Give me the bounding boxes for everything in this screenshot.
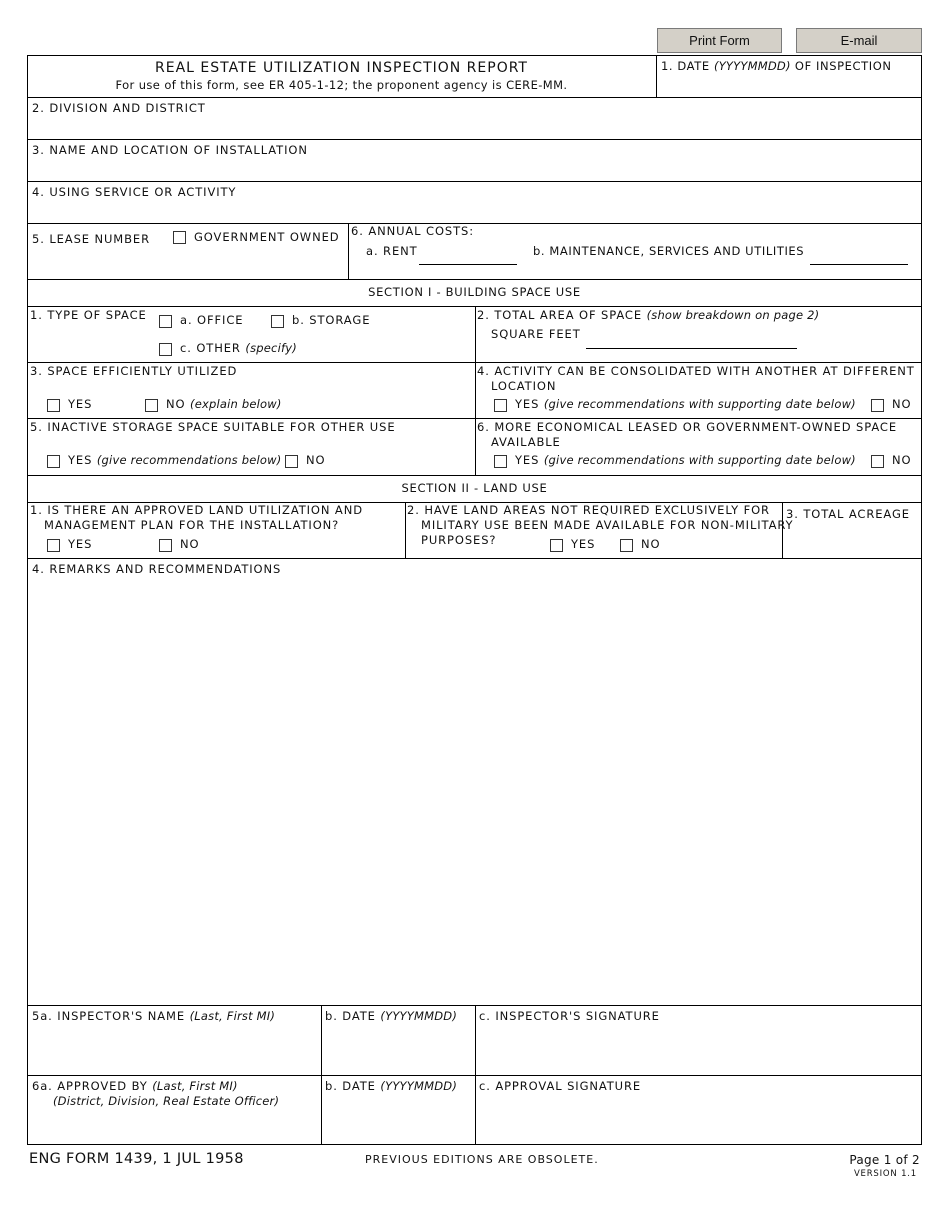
land-areas-no-checkbox[interactable] (620, 539, 633, 552)
land-areas-label-2: MILITARY USE BEEN MADE AVAILABLE FOR NON-MILITARY (421, 518, 794, 532)
section-1-heading: SECTION I - BUILDING SPACE USE (368, 285, 581, 299)
economical-yes-checkbox[interactable] (494, 455, 507, 468)
division-district-field[interactable] (28, 116, 921, 138)
land-plan-label-2: MANAGEMENT PLAN FOR THE INSTALLATION? (44, 518, 340, 532)
lease-number-label: 5. LEASE NUMBER (32, 232, 150, 246)
total-acreage-field[interactable] (783, 524, 921, 557)
land-areas-yes-label: YES (571, 537, 596, 551)
approved-by-note: (District, Division, Real Estate Officer) (53, 1094, 280, 1108)
using-service-label: 4. USING SERVICE OR ACTIVITY (32, 185, 237, 199)
print-form-button[interactable]: Print Form (657, 28, 782, 53)
land-plan-yes-label: YES (68, 537, 93, 551)
square-feet-field[interactable] (586, 348, 797, 349)
other-label: c. OTHER (specify) (180, 341, 297, 355)
lease-number-field[interactable] (28, 250, 346, 277)
economical-space-label: 6. MORE ECONOMICAL LEASED OR GOVERNMENT-OWNED SPACE (477, 420, 897, 434)
land-areas-label-3: PURPOSES? (421, 533, 497, 547)
inspector-name-field[interactable] (28, 1026, 320, 1074)
form-subtitle: For use of this form, see ER 405-1-12; the proponent agency is CERE-MM. (115, 78, 568, 92)
inactive-storage-yes-checkbox[interactable] (47, 455, 60, 468)
inspector-signature-field[interactable] (476, 1026, 921, 1074)
economical-no-checkbox[interactable] (871, 455, 884, 468)
space-efficient-yes-checkbox[interactable] (47, 399, 60, 412)
section-2-heading: SECTION II - LAND USE (401, 481, 548, 495)
inspector-date-field[interactable] (322, 1026, 474, 1074)
land-plan-no-checkbox[interactable] (159, 539, 172, 552)
approved-by-field[interactable] (28, 1110, 320, 1144)
approval-signature-field[interactable] (476, 1096, 921, 1144)
consolidate-label-2: LOCATION (491, 379, 557, 393)
form-id: ENG FORM 1439, 1 JUL 1958 (29, 1151, 244, 1167)
land-plan-no-label: NO (180, 537, 200, 551)
government-owned-checkbox[interactable] (173, 231, 186, 244)
space-efficient-no-label: NO (explain below) (166, 397, 282, 411)
maintenance-field[interactable] (810, 264, 908, 265)
office-checkbox[interactable] (159, 315, 172, 328)
remarks-label: 4. REMARKS AND RECOMMENDATIONS (32, 562, 282, 576)
economical-yes-label: YES (give recommendations with supporting date below) (515, 453, 856, 467)
email-button[interactable]: E-mail (796, 28, 922, 53)
office-label: a. OFFICE (180, 313, 244, 327)
economical-space-label-2: AVAILABLE (491, 435, 561, 449)
obsolete-notice: PREVIOUS EDITIONS ARE OBSOLETE. (365, 1153, 599, 1166)
storage-label: b. STORAGE (292, 313, 371, 327)
installation-label: 3. NAME AND LOCATION OF INSTALLATION (32, 143, 308, 157)
maintenance-label: b. MAINTENANCE, SERVICES AND UTILITIES (533, 244, 805, 258)
rent-field[interactable] (419, 264, 517, 265)
approval-date-label: b. DATE (YYYYMMDD) (325, 1079, 458, 1093)
land-areas-label: 2. HAVE LAND AREAS NOT REQUIRED EXCLUSIVELY FOR (407, 503, 770, 517)
remarks-field[interactable] (28, 580, 921, 1004)
inactive-storage-no-checkbox[interactable] (285, 455, 298, 468)
consolidate-no-checkbox[interactable] (871, 399, 884, 412)
consolidate-label: 4. ACTIVITY CAN BE CONSOLIDATED WITH ANOTHER AT DIFFERENT (477, 364, 915, 378)
inactive-storage-label: 5. INACTIVE STORAGE SPACE SUITABLE FOR OTHER USE (30, 420, 396, 434)
inspector-name-label: 5a. INSPECTOR'S NAME (Last, First MI) (32, 1009, 276, 1023)
land-areas-yes-checkbox[interactable] (550, 539, 563, 552)
land-plan-yes-checkbox[interactable] (47, 539, 60, 552)
consolidate-yes-label: YES (give recommendations with supporting date below) (515, 397, 856, 411)
consolidate-no-label: NO (892, 397, 912, 411)
approved-by-label: 6a. APPROVED BY (Last, First MI) (32, 1079, 238, 1093)
economical-no-label: NO (892, 453, 912, 467)
land-areas-no-label: NO (641, 537, 661, 551)
consolidate-yes-checkbox[interactable] (494, 399, 507, 412)
total-acreage-label: 3. TOTAL ACREAGE (786, 507, 910, 521)
page-number: Page 1 of 2 (849, 1153, 920, 1167)
total-area-label: 2. TOTAL AREA OF SPACE (show breakdown on page 2) (477, 308, 820, 322)
type-of-space-label: 1. TYPE OF SPACE (30, 308, 147, 322)
rent-label: a. RENT (366, 244, 418, 258)
square-feet-label: SQUARE FEET (491, 327, 581, 341)
storage-checkbox[interactable] (271, 315, 284, 328)
inactive-storage-yes-label: YES (give recommendations below) (68, 453, 282, 467)
form-title: REAL ESTATE UTILIZATION INSPECTION REPORT (155, 60, 528, 76)
annual-costs-label: 6. ANNUAL COSTS: (351, 224, 475, 238)
approval-signature-label: c. APPROVAL SIGNATURE (479, 1079, 642, 1093)
land-plan-label: 1. IS THERE AN APPROVED LAND UTILIZATION AND (30, 503, 363, 517)
space-efficient-label: 3. SPACE EFFICIENTLY UTILIZED (30, 364, 238, 378)
division-district-label: 2. DIVISION AND DISTRICT (32, 101, 206, 115)
using-service-field[interactable] (28, 200, 921, 222)
space-efficient-yes-label: YES (68, 397, 93, 411)
other-checkbox[interactable] (159, 343, 172, 356)
space-efficient-no-checkbox[interactable] (145, 399, 158, 412)
version-label: VERSION 1.1 (853, 1169, 917, 1179)
inactive-storage-no-label: NO (306, 453, 326, 467)
approval-date-field[interactable] (322, 1096, 474, 1144)
inspection-date-label: 1. DATE (YYYYMMDD) OF INSPECTION (661, 59, 892, 73)
inspector-date-label: b. DATE (YYYYMMDD) (325, 1009, 458, 1023)
inspector-signature-label: c. INSPECTOR'S SIGNATURE (479, 1009, 660, 1023)
inspection-date-field[interactable] (657, 76, 921, 96)
installation-field[interactable] (28, 158, 921, 180)
government-owned-label: GOVERNMENT OWNED (194, 230, 340, 244)
